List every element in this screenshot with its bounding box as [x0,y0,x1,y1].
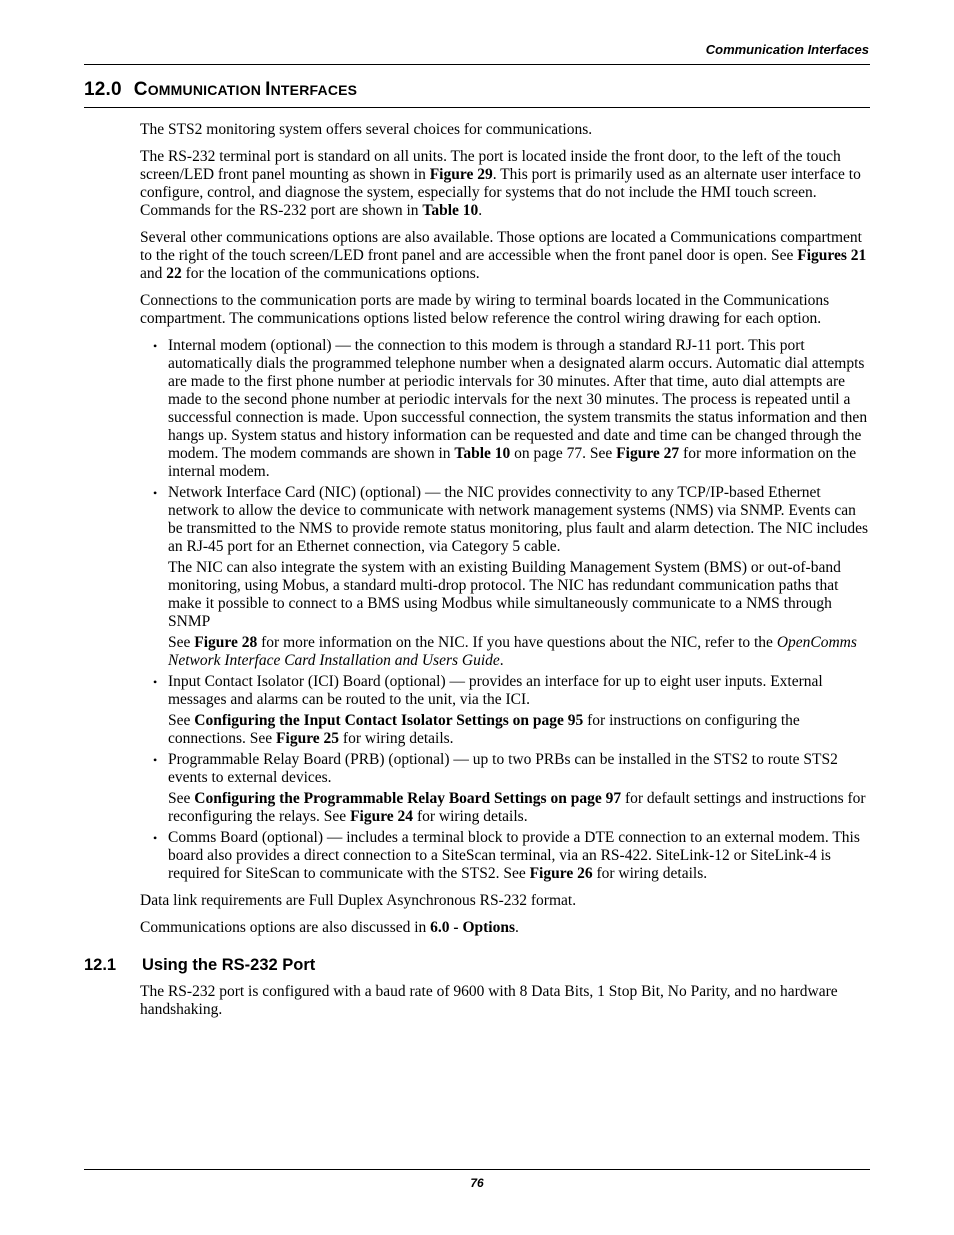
text-run: and [140,265,167,282]
text-run: for wiring details. [592,865,708,882]
list-item-nic [140,484,870,670]
header-rule [84,64,870,65]
footer-rule [84,1169,870,1170]
nic-paragraph-3 [168,634,870,670]
text-run: for default settings and instructions for reconfiguring the relays. See [168,790,866,825]
section-title-cap-1: C [133,79,148,100]
prb-paragraph-2 [168,790,870,826]
guide-title: OpenComms Network Interface Card Installation and Users Guide [168,634,857,669]
connections-paragraph: Connections to the communication ports are made by wiring to terminal boards located in the Communications compartment. The communications options listed below reference the control wiring drawing for each option. [140,292,830,327]
section-heading [84,79,357,101]
bullet-icon: • [153,831,158,845]
text-run: for more information on the NIC. If you have questions about the NIC, refer to the [257,634,777,651]
figure-22-ref: 22 [166,265,182,282]
table-10-ref: Table 10 [454,445,511,462]
text-run: . This port is primarily used as an alternate user interface to configure, control, and diagnose the system, especially for systems that do not include the HMI touch screen. Commands for the RS-232 port are shown in [140,166,861,219]
ici-settings-ref: Configuring the Input Contact Isolator Settings on page 95 [194,712,584,729]
text-run: for the location of the communications options. [181,265,480,282]
text-run: . [478,202,483,219]
text-run: See [168,634,195,651]
list-item-comms [140,829,870,883]
text-run: Comms Board (optional) — includes a terminal block to provide a DTE connection to an external modem. This board also provides a direct connection to a SiteScan terminal, via an RS-422. SiteLink-12 or SiteLink-4 is required for SiteScan to communicate with the STS2. See [168,829,860,882]
text-run: The RS-232 terminal port is standard on all units. The port is located inside the front door, to the left of the touch screen/LED front panel mounting as shown in [140,148,841,183]
bullet-icon: • [153,675,158,689]
ici-paragraph-2 [168,712,870,748]
figure-24-ref: Figure 24 [350,808,414,825]
section-title-rest-1: OMMUNICATION [147,82,266,98]
subsection-heading [84,956,870,974]
section-number: 12.0 [84,79,122,100]
options-section-ref: 6.0 - Options [430,919,516,936]
comms-paragraph [168,829,870,883]
figure-27-ref: Figure 27 [616,445,680,462]
figure-29-ref: Figure 29 [429,166,493,183]
bullet-icon: • [153,339,158,353]
prb-paragraph-1: Programmable Relay Board (PRB) (optional) — up to two PRBs can be installed in the STS2 to route STS2 events to external devices. [168,751,838,786]
text-run: Communications options are also discussed in [140,919,431,936]
intro-paragraph: The STS2 monitoring system offers several choices for communications. [140,121,593,138]
figure-26-ref: Figure 26 [529,865,593,882]
text-run: . [515,919,519,936]
running-header: Communication Interfaces [705,42,869,57]
text-run: for more information on the internal modem. [168,445,857,480]
figures-21-ref: Figures 21 [797,247,867,264]
ici-paragraph-1: Input Contact Isolator (ICI) Board (optional) — provides an interface for up to eight user inputs. External messages and alarms can be routed to the unit, via the ICI. [168,673,823,708]
nic-paragraph-1: Network Interface Card (NIC) (optional) — the NIC provides connectivity to any TCP/IP-based Ethernet network to allow the device to communicate with network management systems (NMS) via SNMP. Events can be transmitted to the NMS to provide remote status monitoring, plus fault and alarm detection. The NIC includes an RJ-45 port for an Ethernet connection, via Category 5 cable. [168,484,869,555]
list-item-ici [140,673,870,748]
nic-paragraph-2: The NIC can also integrate the system with an existing Building Management System (BMS) or out-of-band monitoring, using Mobus, a standard multi-drop protocol. The NIC has redundant communication paths that make it possible to connect to a BMS using Modbus while simultaneously communicate to a NMS through SNMP [168,559,841,630]
text-run: See [168,712,195,729]
options-paragraph [140,229,870,283]
text-run: on page 77. See [510,445,617,462]
text-run: See [168,790,195,807]
figure-25-ref: Figure 25 [276,730,340,747]
data-link-paragraph: Data link requirements are Full Duplex Asynchronous RS-232 format. [140,892,577,909]
rs232-paragraph [140,148,870,220]
bullet-icon: • [153,753,158,767]
text-run: for wiring details. [413,808,528,825]
options-ref-paragraph [140,919,870,937]
prb-settings-ref: Configuring the Programmable Relay Board Settings on page 97 [194,790,622,807]
section-title-rest-2: NTERFACES [270,82,358,98]
text-run: for instructions on configuring the connections. See [168,712,800,747]
section-title-cap-2: I [265,79,271,100]
text-run: Internal modem (optional) — the connection to this modem is through a standard RJ-11 port. This port automatically dials the programmed telephone number when a designated alarm occurs. Automatic dial attempts are made to the first phone number at periodic intervals for 30 minutes. After that time, auto dial attempts are made to the second phone number at periodic intervals for the next 30 minutes. The process is repeated until a successful connection is made. Upon successful connection, the system transmits the status information and then hangs up. System status and history information can be requested and date and time can be changed through the modem. The modem commands are shown in [168,337,868,462]
subsection-paragraph: The RS-232 port is configured with a baud rate of 9600 with 8 Data Bits, 1 Stop Bit, No Parity, and no hardware handshaking. [140,983,838,1018]
text-run: for wiring details. [339,730,454,747]
options-list [140,337,870,883]
modem-paragraph [168,337,870,481]
text-run: Several other communications options are also available. Those options are located a Communications compartment to the right of the touch screen/LED front panel and are accessible when the front panel door is open. See [140,229,862,264]
text-run: . [499,652,504,669]
page-number: 76 [470,1176,484,1190]
subsection-number: 12.1 [84,956,117,974]
list-item-modem [140,337,870,481]
figure-28-ref: Figure 28 [194,634,258,651]
list-item-prb [140,751,870,826]
bullet-icon: • [153,486,158,500]
section-rule [84,107,870,108]
page-content [84,121,870,1028]
table-10-ref: Table 10 [422,202,479,219]
subsection-title: Using the RS-232 Port [142,956,316,974]
